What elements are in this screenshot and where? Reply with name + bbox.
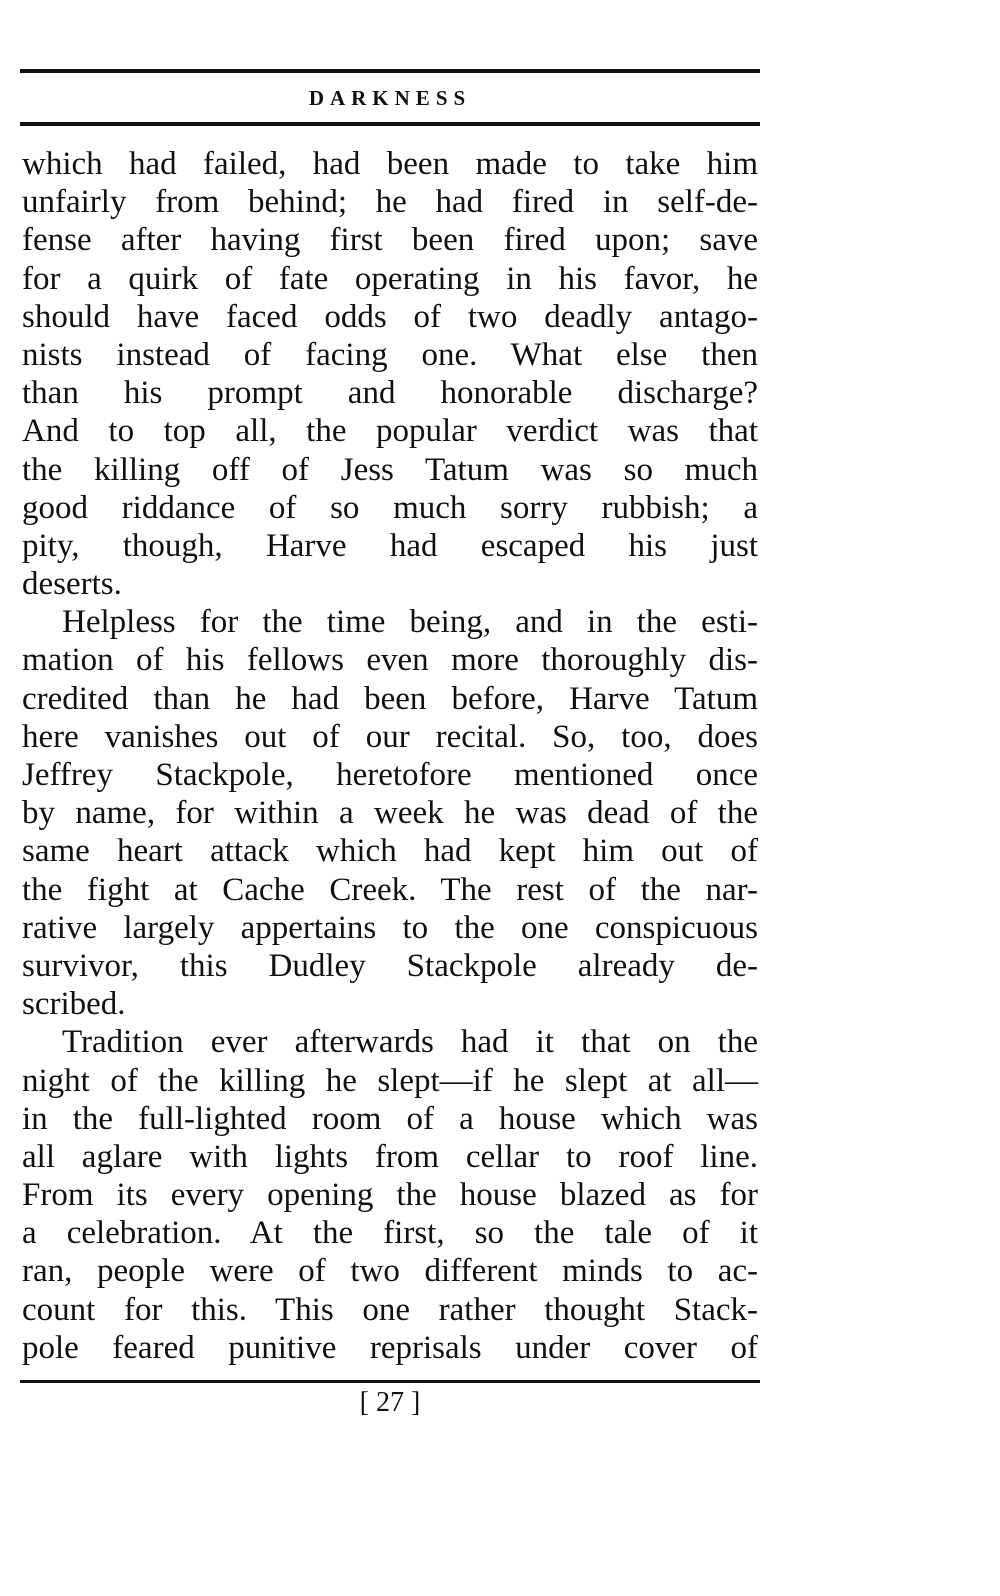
text-line: credited than he had been before, Harve Tatum bbox=[22, 680, 758, 717]
text-line: Jeffrey Stackpole, heretofore mentioned once bbox=[22, 757, 758, 793]
text-line: than his prompt and honorable discharge? bbox=[22, 375, 758, 412]
text-line: the fight at Cache Creek. The rest of the nar- bbox=[22, 871, 758, 908]
text-line: Tradition ever afterwards had it that on the bbox=[62, 1024, 758, 1061]
text-line: should have faced odds of two deadly antago- bbox=[22, 298, 758, 335]
text-line: count for this. This one rather thought Stack- bbox=[22, 1291, 758, 1328]
text-line: the killing off of Jess Tatum was so much bbox=[22, 451, 758, 488]
text-line: here vanishes out of our recital. So, too, does bbox=[22, 718, 758, 755]
top-rule bbox=[20, 69, 760, 73]
text-line: mation of his fellows even more thoroughly dis- bbox=[22, 642, 758, 679]
text-line: good riddance of so much sorry rubbish; a bbox=[22, 489, 758, 526]
text-line: nists instead of facing one. What else then bbox=[22, 336, 758, 373]
text-line: which had failed, had been made to take him bbox=[22, 146, 758, 182]
text-line: deserts. bbox=[22, 566, 122, 603]
text-line: From its every opening the house blazed as for bbox=[22, 1177, 758, 1214]
text-line: in the full-lighted room of a house which was bbox=[22, 1100, 758, 1137]
text-line: ran, people were of two different minds to ac- bbox=[22, 1253, 758, 1290]
text-line: rative largely appertains to the one conspicuous bbox=[22, 909, 758, 946]
text-line: all aglare with lights from cellar to roof line. bbox=[22, 1138, 758, 1175]
bottom-rule bbox=[20, 1380, 760, 1383]
text-line: unfairly from behind; he had fired in self-de- bbox=[22, 184, 758, 221]
text-line: And to top all, the popular verdict was that bbox=[22, 413, 758, 450]
header-rule bbox=[20, 122, 760, 126]
body-text bbox=[22, 145, 758, 1367]
text-line: a celebration. At the first, so the tale of it bbox=[22, 1215, 758, 1252]
text-line: same heart attack which had kept him out of bbox=[22, 833, 758, 870]
running-head: DARKNESS bbox=[308, 86, 472, 110]
text-line: night of the killing he slept—if he slept at all— bbox=[22, 1062, 758, 1099]
page-number: [ 27 ] bbox=[359, 1387, 421, 1418]
text-line: pity, though, Harve had escaped his just bbox=[22, 527, 758, 564]
text-line: survivor, this Dudley Stackpole already de- bbox=[22, 947, 758, 984]
text-line: scribed. bbox=[22, 986, 126, 1023]
text-line: fense after having first been fired upon; save bbox=[22, 222, 758, 259]
text-line: by name, for within a week he was dead of the bbox=[22, 795, 758, 832]
text-line: Helpless for the time being, and in the esti- bbox=[62, 604, 758, 641]
text-line: for a quirk of fate operating in his favor, he bbox=[22, 260, 758, 297]
text-line: pole feared punitive reprisals under cover of bbox=[22, 1329, 758, 1366]
